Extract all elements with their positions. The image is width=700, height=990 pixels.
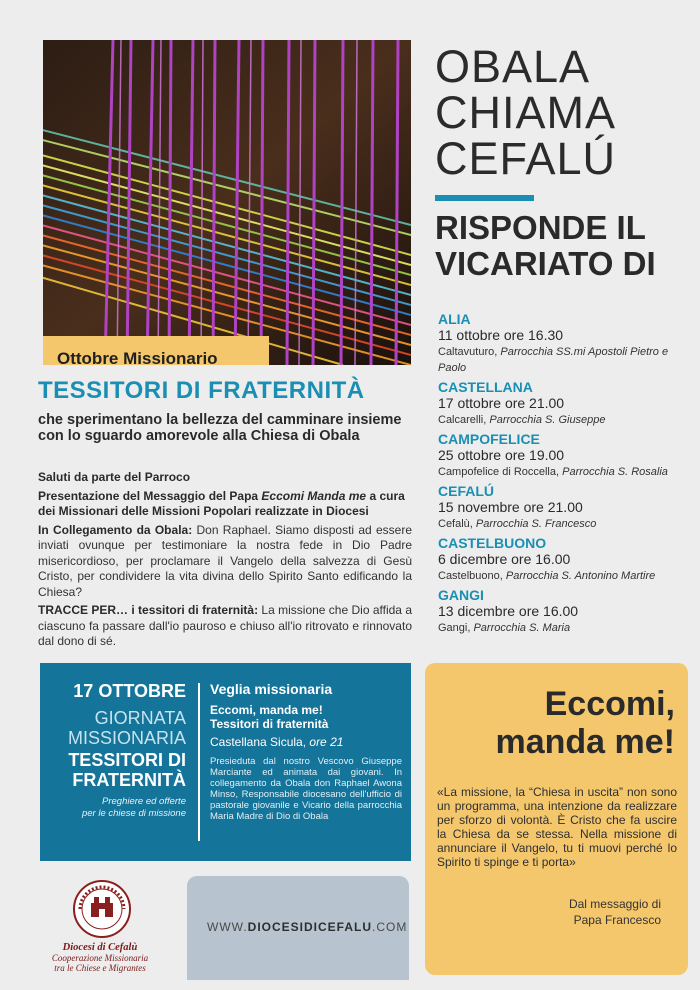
schedule-item: [438, 431, 693, 480]
event-place: GANGI: [438, 587, 484, 603]
sub-heading: [435, 210, 695, 282]
event-time: 11 ottobre ore 16.30: [438, 327, 564, 343]
schedule-item: [438, 535, 693, 584]
event-location: Caltavuturo, Parrocchia SS.mi Apostoli Pietro e Paolo: [438, 346, 669, 374]
event-location: Calcarelli, Parrocchia S. Giuseppe: [438, 414, 606, 426]
veglia-title: Veglia missionaria: [210, 681, 333, 697]
veglia-theme: Eccomi, manda me!: [210, 703, 323, 717]
quote-box: [425, 663, 688, 975]
giornata-missionaria-box: [40, 663, 411, 861]
quote-author: Papa Francesco: [573, 913, 661, 927]
veglia-description: Presieduta dal nostro Vescovo Giuseppe Marciante ed animata dai giovani. In collegamento da Obala don Raphael Awona Minso, Responsabile diocesano dell'ufficio di pastorale giovanile e Vicario della parrocchia Maria Madre di Dio di Obala: [210, 756, 402, 822]
tracce-paragraph: TRACCE PER… i tessitori di fraternità: La missione che Dio affida a ciascuno fa passare dall'io pauroso e chiuso all'io ritrovato e rinnovato dal dono di sé.: [38, 603, 412, 648]
preghiere-note: Preghiere ed offerte per le chiese di missione: [81, 796, 186, 819]
event-place: CEFALÚ: [438, 483, 494, 499]
event-location: Gangi, Parrocchia S. Maria: [438, 622, 571, 634]
title-divider: [435, 195, 534, 201]
quote-text: «La missione, la “Chiesa in uscita” non sono un programma, una intenzione da realizzare per sforzo di volontà. È Cristo che fa uscire la Chiesa da se stessa. Nella missione di annunciare il Vangelo, tu ti muovi perché lo Spirito ti spinge e ti porta»: [437, 785, 677, 869]
event-location: Castelbuono, Parrocchia S. Antonino Martire: [438, 570, 656, 582]
giornata-missionaria-label: GIORNATA MISSIONARIA: [67, 708, 186, 748]
schedule-item: [438, 587, 693, 636]
collegamento-paragraph: In Collegamento da Obala: Don Raphael. Siamo disposti ad essere inviati ovunque per testimoniare la nostra fede in Dio Padre misericordioso, per proclamare il Vangelo della salvezza di Gesù Cristo, per condividere la vita divina dello Spirito Santo edificando la Chiesa?: [38, 522, 412, 599]
schedule-list: [438, 311, 693, 639]
event-date: 17 OTTOBRE: [73, 681, 186, 701]
subheading-line: VICARIATO DI: [435, 245, 656, 282]
website-box: [187, 876, 409, 980]
event-time: 15 novembre ore 21.00: [438, 499, 583, 515]
saluti-line: Saluti da parte del Parroco: [38, 470, 191, 484]
event-place: CASTELLANA: [438, 379, 533, 395]
heading-line: CHIAMA: [435, 87, 617, 138]
schedule-item: [438, 483, 693, 532]
divider: [198, 683, 200, 841]
event-time: 6 dicembre ore 16.00: [438, 551, 571, 567]
website-link[interactable]: WWW.DIOCESIDICEFALU.COM: [207, 920, 408, 934]
diocesi-seal-icon: [72, 879, 132, 939]
veglia-location: Castellana Sicula, ore 21: [210, 735, 344, 749]
event-location: Cefalù, Parrocchia S. Francesco: [438, 518, 597, 530]
quote-source: Dal messaggio di: [568, 897, 661, 911]
quote-title: Eccomi, manda me!: [495, 685, 675, 761]
schedule-item: [438, 379, 693, 428]
event-place: ALIA: [438, 311, 471, 327]
diocesi-logo-text: Diocesi di Cefalù Cooperazione Missionaria tra le Chiese e Migrantes: [51, 942, 149, 973]
presentazione-line: Presentazione del Messaggio del Papa Eccomi Manda me a cura dei Missionari delle Missioni Popolari realizzate in Diocesi: [38, 488, 405, 518]
hero-image: [43, 40, 411, 365]
event-place: CAMPOFELICE: [438, 431, 540, 447]
ottobre-missionario-badge: Ottobre Missionario: [43, 336, 269, 365]
section-subtitle: che sperimentano la bellezza del camminare insieme con lo sguardo amorevole alla Chiesa di Obala: [38, 412, 402, 444]
program-text: [38, 470, 412, 653]
main-heading: [435, 41, 685, 184]
tessitori-label: TESSITORI DI FRATERNITÀ: [68, 750, 186, 790]
event-location: Campofelice di Roccella, Parrocchia S. Rosalia: [438, 466, 668, 478]
event-time: 13 dicembre ore 16.00: [438, 603, 579, 619]
event-place: CASTELBUONO: [438, 535, 547, 551]
veglia-subtheme: Tessitori di fraternità: [210, 717, 329, 731]
schedule-item: [438, 311, 693, 376]
subheading-line: RISPONDE IL: [435, 209, 646, 246]
event-time: 25 ottobre ore 19.00: [438, 447, 565, 463]
section-title: TESSITORI DI FRATERNITÀ: [38, 377, 365, 404]
heading-line: CEFALÚ: [435, 133, 617, 184]
event-time: 17 ottobre ore 21.00: [438, 395, 565, 411]
heading-line: OBALA: [435, 41, 591, 92]
loom-threads-illustration: [43, 40, 411, 365]
veglia-details: [210, 681, 402, 822]
